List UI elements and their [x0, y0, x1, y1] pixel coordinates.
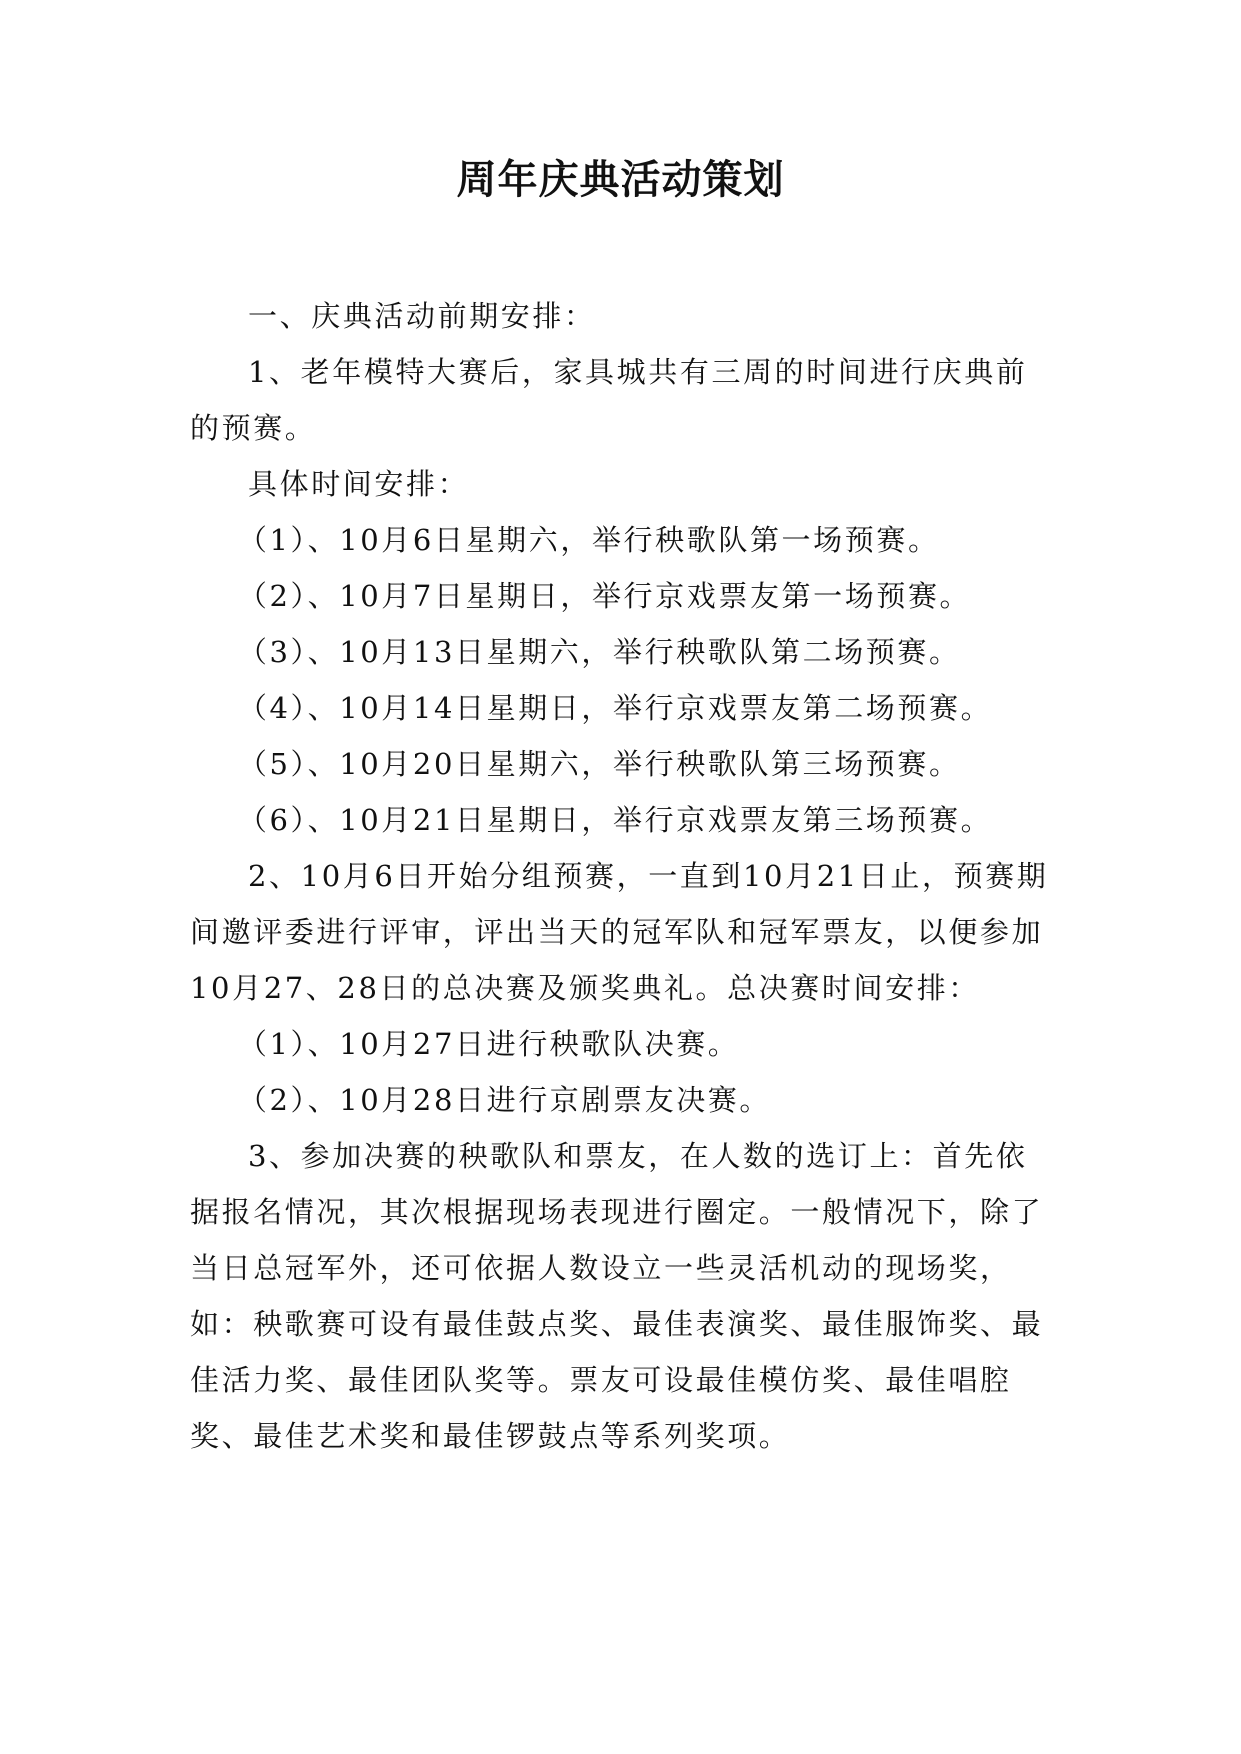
final-item-1: （1）、10月27日进行秧歌队决赛。	[237, 1027, 740, 1061]
schedule-item-4: （4）、10月14日星期日，举行京戏票友第二场预赛。	[237, 691, 993, 725]
final-item-2: （2）、10月28日进行京剧票友决赛。	[237, 1083, 771, 1117]
section-heading: 一、庆典活动前期安排：	[248, 299, 596, 333]
document-title: 周年庆典活动策划	[456, 157, 785, 203]
schedule-item-2: （2）、10月7日星期日，举行京戏票友第一场预赛。	[237, 579, 972, 613]
paragraph-3: 3、参加决赛的秧歌队和票友，在人数的选订上：首先依据报名情况，其次根据现场表现进行圈定。一般情况下，除了当日总冠军外，还可依据人数设立一些灵活机动的现场奖，如：秧歌赛可设有最佳鼓点奖、最佳表演奖、最佳服饰奖、最佳活力奖、最佳团队奖等。票友可设最佳模仿奖、最佳唱腔奖、最佳艺术奖和最佳锣鼓点等系列奖项。	[190, 1139, 1044, 1453]
paragraph-2: 2、10月6日开始分组预赛，一直到10月21日止，预赛期间邀评委进行评审，评出当天的冠军队和冠军票友，以便参加10月27、28日的总决赛及颁奖典礼。总决赛时间安排：	[190, 859, 1049, 1005]
schedule-item-6: （6）、10月21日星期日，举行京戏票友第三场预赛。	[237, 803, 993, 837]
schedule-item-1: （1）、10月6日星期六，举行秧歌队第一场预赛。	[237, 523, 940, 557]
schedule-label: 具体时间安排：	[248, 467, 470, 501]
paragraph-1: 1、老年模特大赛后，家具城共有三周的时间进行庆典前的预赛。	[190, 355, 1028, 445]
document-body	[190, 288, 1052, 1464]
schedule-item-3: （3）、10月13日星期六，举行秧歌队第二场预赛。	[237, 635, 961, 669]
schedule-item-5: （5）、10月20日星期六，举行秧歌队第三场预赛。	[237, 747, 961, 781]
